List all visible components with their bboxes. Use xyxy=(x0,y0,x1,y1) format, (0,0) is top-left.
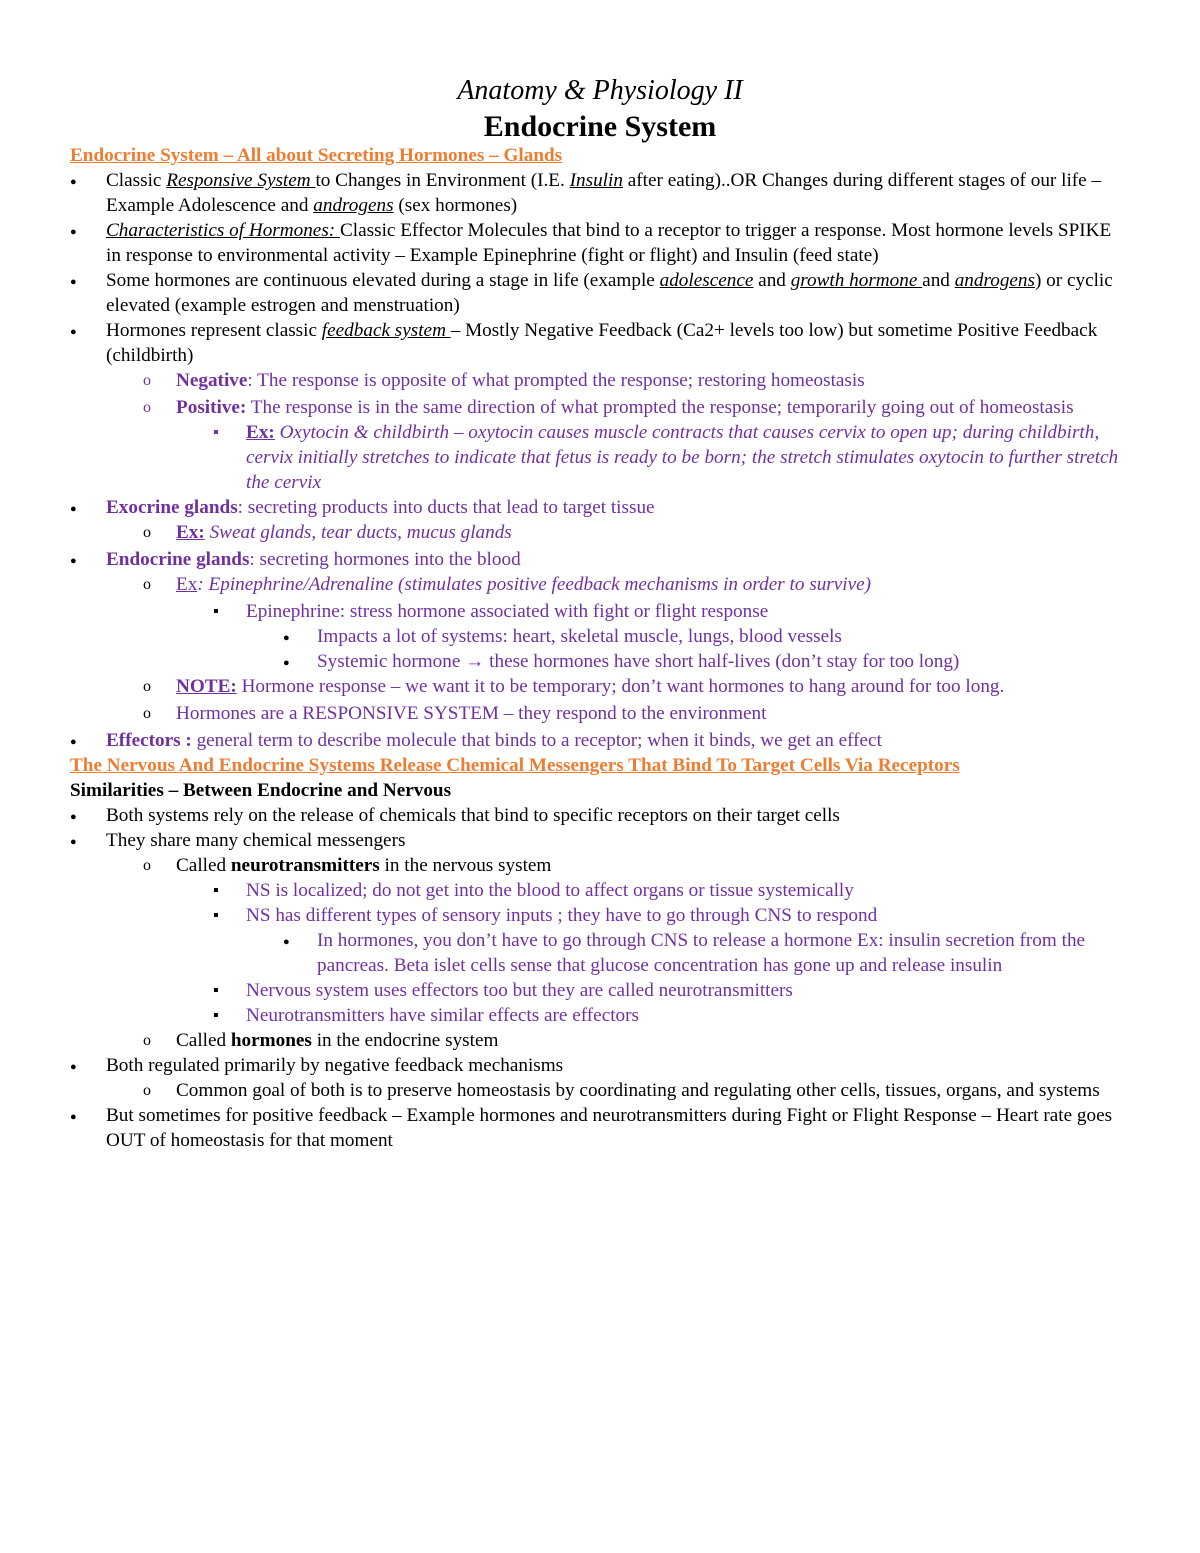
list-item: ● Endocrine glands: secreting hormones into the blood xyxy=(70,547,1130,572)
list-item: o NOTE: Hormone response – we want it to be temporary; don’t want hormones to hang around for too long. xyxy=(70,674,1130,699)
list-item: ● But sometimes for positive feedback – Example hormones and neurotransmitters during Fight or Flight Response – Heart rate goes OUT of homeostasis for that moment xyxy=(70,1103,1130,1153)
circle-marker xyxy=(143,1028,151,1053)
circle-marker xyxy=(143,368,151,393)
square-marker xyxy=(213,1003,219,1028)
square-marker xyxy=(213,978,219,1003)
bullet-marker xyxy=(283,928,290,955)
circle-marker xyxy=(143,395,151,420)
bullet-marker xyxy=(283,649,290,676)
list-item: ▪ Nervous system uses effectors too but they are called neurotransmitters xyxy=(70,978,1130,1003)
list-item: ● They share many chemical messengers xyxy=(70,828,1130,853)
list-item: ● Characteristics of Hormones: Classic Effector Molecules that bind to a receptor to trigger a response. Most hormone levels SPIKE in response to environmental activity – Example Epinephrine (fight or flight) and Insulin (feed state) xyxy=(70,218,1130,268)
bullet-marker xyxy=(70,318,77,345)
list-item: ● Classic Responsive System to Changes in Environment (I.E. Insulin after eating)..OR Changes during different stages of our life – Example Adolescence and androgens (sex hormones) xyxy=(70,168,1130,218)
circle-marker xyxy=(143,853,151,878)
circle-marker xyxy=(143,674,151,699)
square-marker xyxy=(213,903,219,928)
list-item: ● Systemic hormone → these hormones have short half-lives (don’t stay for too long) xyxy=(70,649,1130,674)
list-item: o Negative: The response is opposite of what prompted the response; restoring homeostasis xyxy=(70,368,1130,393)
bullet-marker xyxy=(70,1103,77,1130)
bullet-marker xyxy=(70,828,77,855)
list-item: ▪ NS has different types of sensory inputs ; they have to go through CNS to respond xyxy=(70,903,1130,928)
bullet-marker xyxy=(70,268,77,295)
list-item: o Hormones are a RESPONSIVE SYSTEM – they respond to the environment xyxy=(70,701,1130,726)
circle-marker xyxy=(143,1078,151,1103)
list-item: o Called neurotransmitters in the nervous system xyxy=(70,853,1130,878)
square-marker xyxy=(213,420,219,445)
bullet-marker xyxy=(283,624,290,651)
list-item: ▪ Epinephrine: stress hormone associated with fight or flight response xyxy=(70,599,1130,624)
bullet-marker xyxy=(70,803,77,830)
list-item: ● In hormones, you don’t have to go through CNS to release a hormone Ex: insulin secretion from the pancreas. Beta islet cells sense that glucose concentration has gone up and release insulin xyxy=(70,928,1130,978)
list-item: o Ex: Epinephrine/Adrenaline (stimulates positive feedback mechanisms in order to survive) xyxy=(70,572,1130,597)
list-item: ▪ NS is localized; do not get into the blood to affect organs or tissue systemically xyxy=(70,878,1130,903)
list-item: ▪ Ex: Oxytocin & childbirth – oxytocin causes muscle contracts that causes cervix to open up; during childbirth, cervix initially stretches to indicate that fetus is ready to be born; the stretch stimulates oxytocin to further stretch the cervix xyxy=(70,420,1130,495)
list-item: ● Both regulated primarily by negative feedback mechanisms xyxy=(70,1053,1130,1078)
list-item: ● Exocrine glands: secreting products into ducts that lead to target tissue xyxy=(70,495,1130,520)
bullet-marker xyxy=(70,168,77,195)
list-item: o Called hormones in the endocrine system xyxy=(70,1028,1130,1053)
bullet-marker xyxy=(70,728,77,755)
course-title: Anatomy & Physiology II xyxy=(457,75,743,106)
subheading-similarities: Similarities – Between Endocrine and Nervous xyxy=(70,780,452,801)
square-marker xyxy=(213,878,219,903)
bullet-marker xyxy=(70,1053,77,1080)
section-heading-endocrine: Endocrine System – All about Secreting Hormones – Glands xyxy=(70,145,563,166)
topic-title: Endocrine System xyxy=(483,110,717,143)
list-item: o Ex: Sweat glands, tear ducts, mucus glands xyxy=(70,520,1130,545)
circle-marker xyxy=(143,701,151,726)
notes-body xyxy=(70,143,1130,1153)
square-marker xyxy=(213,599,219,624)
section-heading-nervous-endocrine: The Nervous And Endocrine Systems Release Chemical Messengers That Bind To Target Cells Via Receptors xyxy=(70,755,960,776)
bullet-marker xyxy=(70,495,77,522)
circle-marker xyxy=(143,520,151,545)
list-item: ● Effectors : general term to describe molecule that binds to a receptor; when it binds, we get an effect xyxy=(70,728,1130,753)
circle-marker xyxy=(143,572,151,597)
list-item: ● Impacts a lot of systems: heart, skeletal muscle, lungs, blood vessels xyxy=(70,624,1130,649)
list-item: ● Hormones represent classic feedback system – Mostly Negative Feedback (Ca2+ levels too low) but sometime Positive Feedback (childbirth) xyxy=(70,318,1130,368)
arrow-right-icon: → xyxy=(465,651,485,672)
list-item: o Positive: The response is in the same direction of what prompted the response; temporarily going out of homeostasis xyxy=(70,395,1130,420)
bullet-marker xyxy=(70,547,77,574)
list-item: ▪ Neurotransmitters have similar effects are effectors xyxy=(70,1003,1130,1028)
list-item: ● Some hormones are continuous elevated during a stage in life (example adolescence and growth hormone and androgens) or cyclic elevated (example estrogen and menstruation) xyxy=(70,268,1130,318)
list-item: ● Both systems rely on the release of chemicals that bind to specific receptors on their target cells xyxy=(70,803,1130,828)
list-item: o Common goal of both is to preserve homeostasis by coordinating and regulating other cells, tissues, organs, and systems xyxy=(70,1078,1130,1103)
bullet-marker xyxy=(70,218,77,245)
